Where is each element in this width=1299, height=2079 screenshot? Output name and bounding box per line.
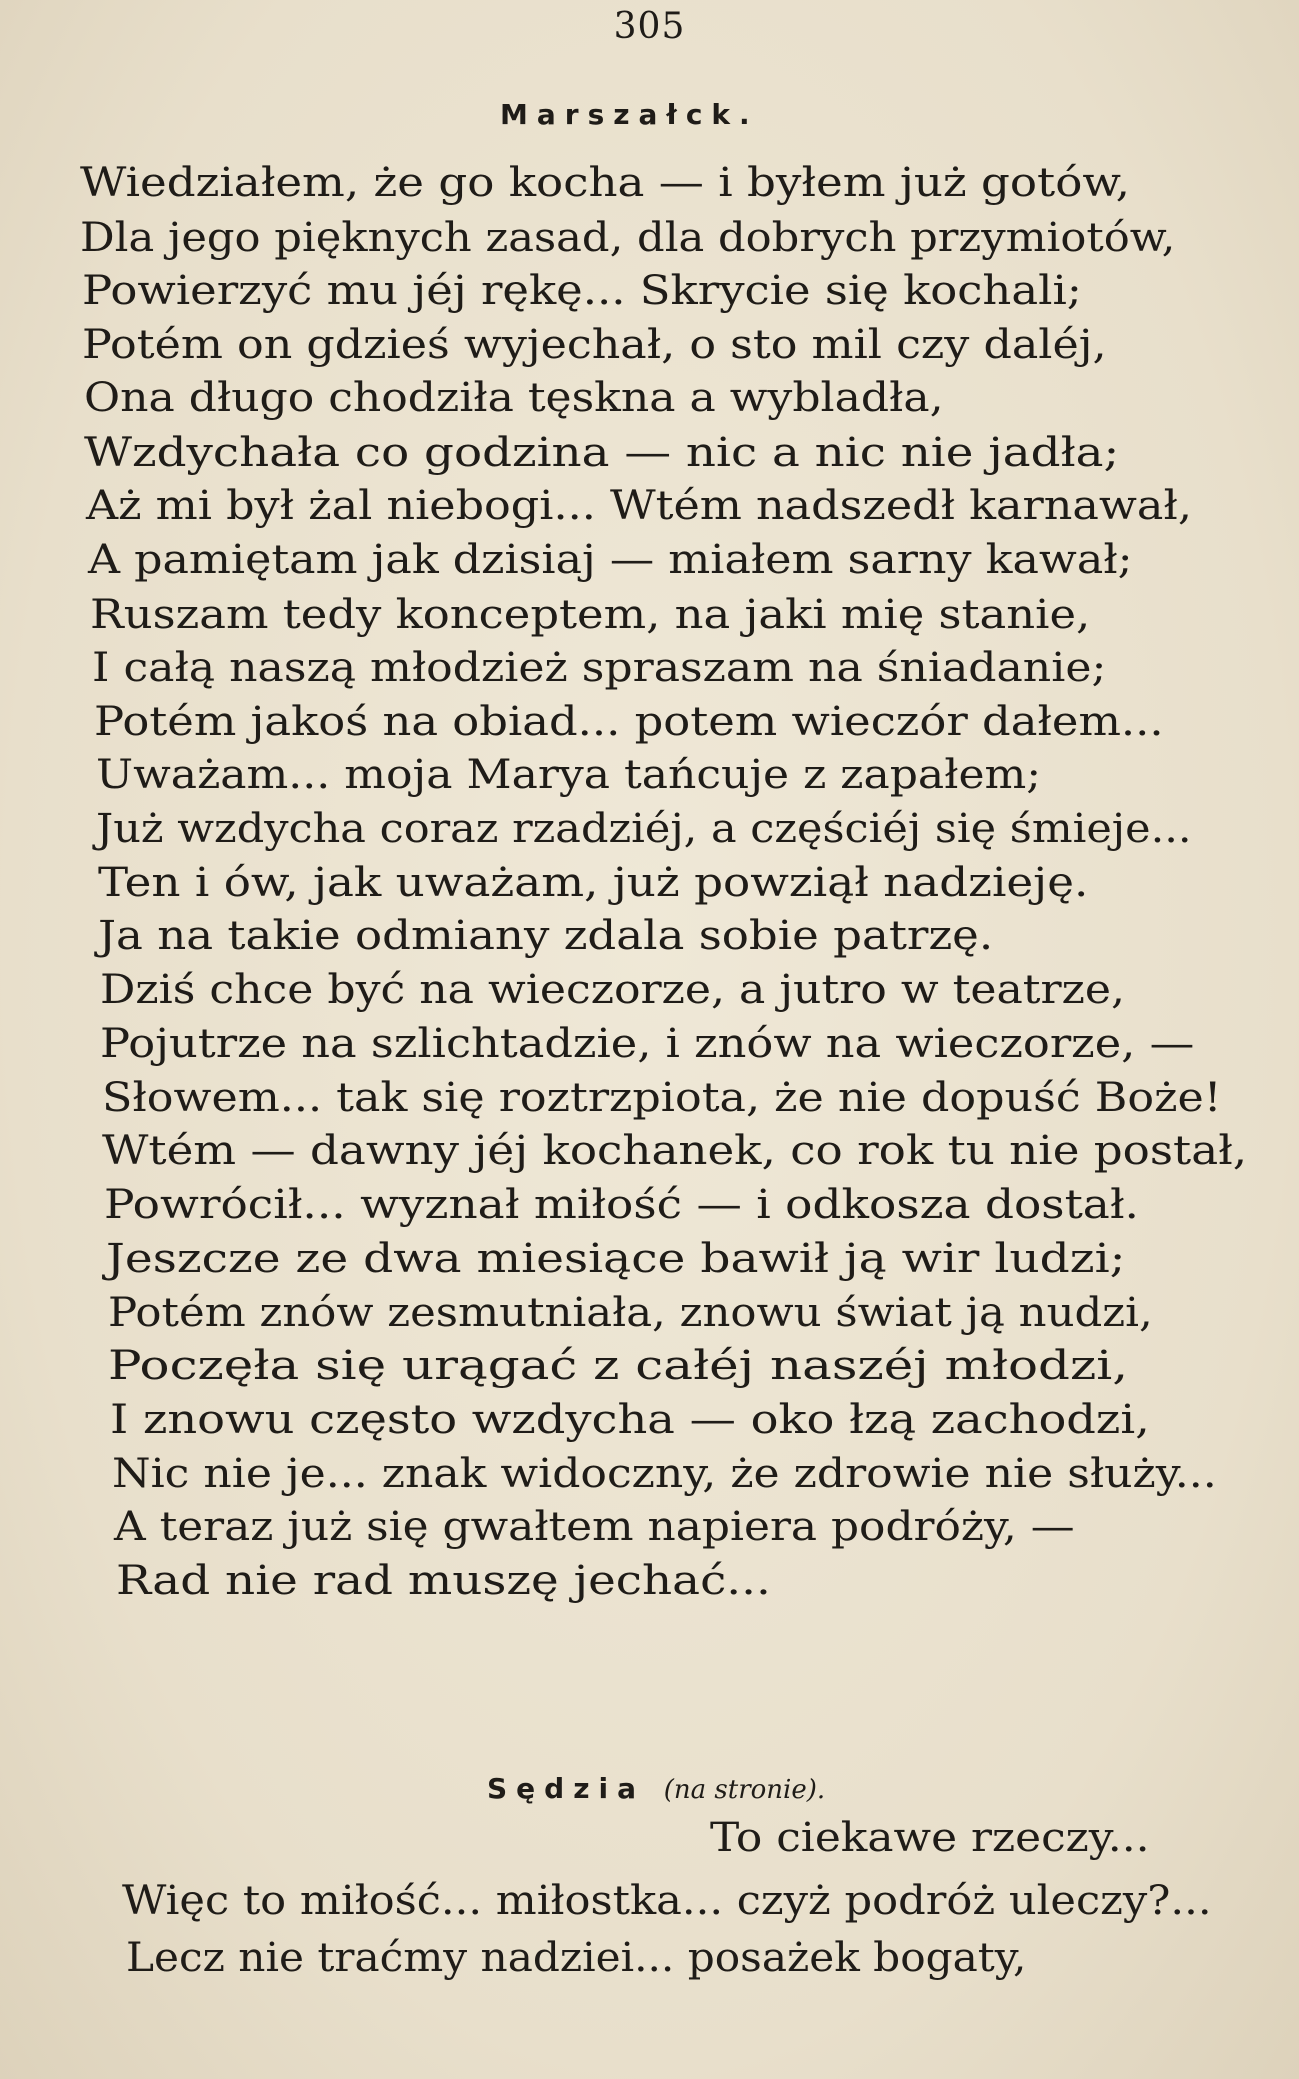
- verse-line: Aż mi był żal niebogi... Wtém nadszedł karnawał,: [86, 483, 1192, 529]
- verse-line: I znowu często wzdycha — oko łzą zachodzi,: [110, 1397, 1150, 1443]
- verse-line: Jeszcze ze dwa miesiące bawił ją wir ludzi;: [106, 1236, 1126, 1282]
- verse-line-2: Lecz nie traćmy nadziei... posażek bogaty,: [126, 1935, 1027, 1981]
- stage-direction: (na stronie).: [663, 1775, 826, 1805]
- verse-line: Ten i ów, jak uważam, już powziął nadzieję.: [98, 860, 1089, 906]
- verse-line: A pamiętam jak dzisiaj — miałem sarny kawał;: [88, 537, 1133, 583]
- verse-line: Potém on gdzieś wyjechał, o sto mil czy daléj,: [82, 322, 1107, 368]
- verse-line: Wiedziałem, że go kocha — i byłem już gotów,: [80, 160, 1130, 206]
- page-number: 305: [613, 6, 686, 47]
- verse-line: Ona długo chodziła tęskna a wybladła,: [84, 375, 944, 421]
- verse-line: Ruszam tedy konceptem, na jaki mię stanie,: [90, 592, 1091, 638]
- verse-line-2: Więc to miłość... miłostka... czyż podróż uleczy?...: [122, 1878, 1212, 1924]
- verse-line: Wtém — dawny jéj kochanek, co rok tu nie postał,: [102, 1128, 1248, 1174]
- verse-line-2: To ciekawe rzeczy...: [710, 1815, 1150, 1861]
- verse-line: I całą naszą młodzież spraszam na śniadanie;: [92, 645, 1107, 691]
- speaker-name: Marszałck.: [500, 98, 759, 131]
- verse-line: A teraz już się gwałtem napiera podróży, —: [114, 1504, 1075, 1550]
- verse-line: Pojutrze na szlichtadzie, i znów na wieczorze, —: [100, 1021, 1195, 1067]
- verse-line: Poczęła się urągać z całéj naszéj młodzi,: [108, 1343, 1129, 1389]
- verse-line: Powierzyć mu jéj rękę... Skrycie się kochali;: [82, 268, 1082, 314]
- speaker-2-name: Sędzia: [487, 1772, 645, 1805]
- verse-line: Potém jakoś na obiad... potem wieczór dałem...: [94, 699, 1164, 745]
- verse-line: Dziś chce być na wieczorze, a jutro w teatrze,: [100, 967, 1125, 1013]
- verse-line: Wzdychała co godzina — nic a nic nie jadła;: [84, 430, 1120, 476]
- verse-line: Ja na takie odmiany zdala sobie patrzę.: [98, 913, 994, 959]
- speaker-name-2: [487, 1772, 825, 1805]
- verse-line: Powrócił... wyznał miłość — i odkosza dostał.: [104, 1182, 1139, 1228]
- verse-line: Potém znów zesmutniała, znowu świat ją nudzi,: [108, 1290, 1153, 1336]
- verse-line: Nic nie je... znak widoczny, że zdrowie nie służy...: [112, 1451, 1217, 1497]
- verse-line: Już wzdycha coraz rzadziéj, a częściéj się śmieje...: [96, 806, 1192, 852]
- verse-line: Dla jego pięknych zasad, dla dobrych przymiotów,: [80, 215, 1176, 261]
- verse-line: Uważam... moja Marya tańcuje z zapałem;: [96, 752, 1042, 798]
- verse-line: Rad nie rad muszę jechać...: [116, 1558, 771, 1604]
- verse-line: Słowem... tak się roztrzpiota, że nie dopuść Boże!: [102, 1075, 1222, 1121]
